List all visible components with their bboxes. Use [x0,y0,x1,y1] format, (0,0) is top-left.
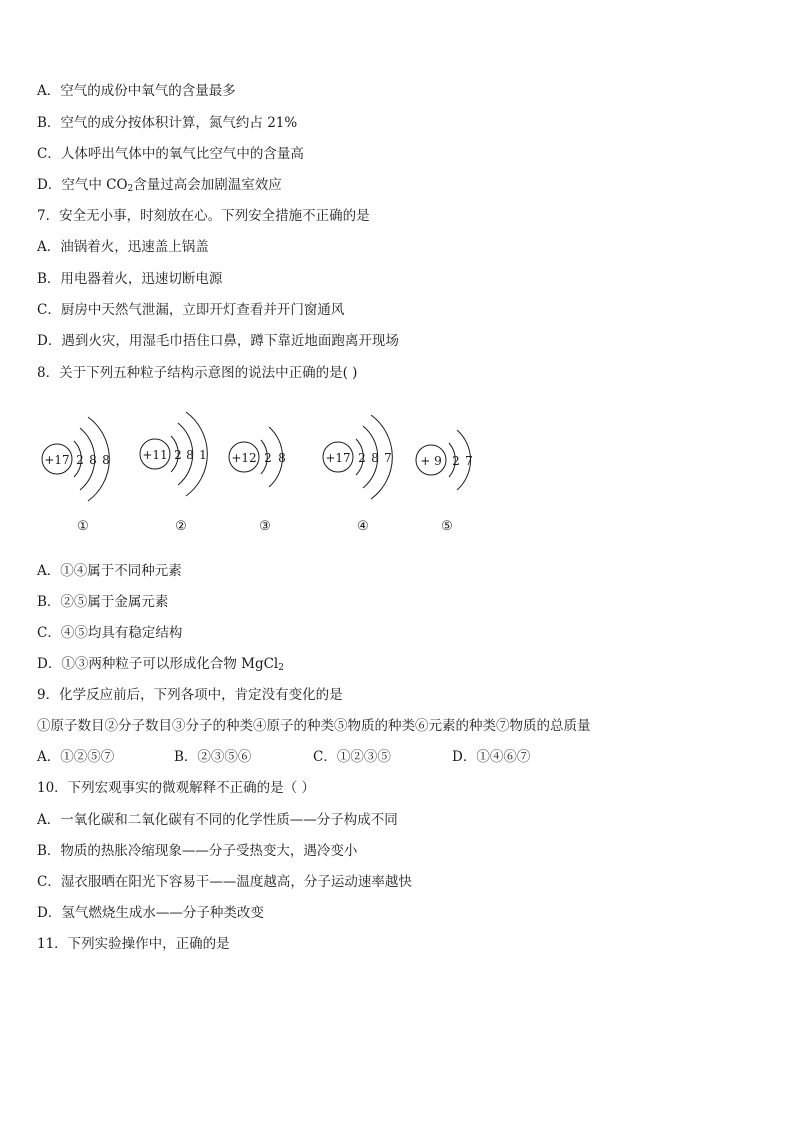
q10-option-b: B．物质的热胀冷缩现象——分子受热变大，遇冷变小 [37,843,358,859]
atom-diagram-4 [323,415,392,534]
q10-option-c: C．湿衣服晒在阳光下容易干——温度越高，分子运动速率越快 [37,874,412,890]
q6-option-d-rest: 含量过高会加剧温室效应 [133,177,282,193]
atom-1-label: ① [77,519,89,534]
atom-5-label: ⑤ [441,519,453,534]
atom-3-label: ③ [259,519,271,534]
q6-option-d-subscript: 2 [127,184,134,194]
q9-option-a: A．①②⑤⑦ [37,749,115,765]
atom-4-shell-1: 2 [358,451,366,465]
atom-2-nucleus: +11 [142,448,168,462]
q10-stem: 10．下列宏观事实的微观解释不正确的是（ ） [37,780,315,796]
q8-option-c: C．④⑤均具有稳定结构 [37,625,183,641]
atom-5-nucleus: + 9 [420,454,442,468]
q9-option-c: C．①②③⑤ [313,749,391,765]
atom-4-shell-2: 8 [371,451,379,465]
atom-diagram-3 [229,427,286,534]
atom-4-nucleus: +17 [325,451,351,465]
q10-option-d: D．氢气燃烧生成水——分子种类改变 [37,905,264,921]
q6-option-b: B．空气的成分按体积计算，氮气约占 21% [37,115,298,131]
q10-option-a: A．一氧化碳和二氧化碳有不同的化学性质——分子构成不同 [37,812,398,828]
atom-4-label: ④ [357,519,369,534]
q7-option-a: A．油锅着火，迅速盖上锅盖 [37,239,209,255]
q8-option-d-text: D．①③两种粒子可以形成化合物 MgCl [37,656,279,672]
atom-2-shell-2: 8 [186,448,194,462]
q9-items: ①原子数目②分子数目③分子的种类④原子的种类⑤物质的种类⑥元素的种类⑦物质的总质量 [37,718,591,734]
q7-stem: 7．安全无小事，时刻放在心。下列安全措施不正确的是 [37,208,370,224]
q8-option-b: B．②⑤属于金属元素 [37,594,169,610]
q8-option-a: A．①④属于不同种元素 [37,563,182,579]
atom-1-shell-1: 2 [76,453,84,467]
atom-5-shell-1: 2 [452,454,460,468]
q9-option-b: B．②③⑤⑥ [174,749,252,765]
atom-1-shell-2: 8 [89,453,97,467]
q9-option-d: D．①④⑥⑦ [452,749,531,765]
atom-1-shell-3: 8 [102,453,110,467]
atom-structure-diagrams [0,395,794,545]
q6-option-d [37,176,282,194]
atom-diagram-2 [140,412,207,534]
q7-option-d: D．遇到火灾，用湿毛巾捂住口鼻，蹲下靠近地面跑离开现场 [37,333,399,349]
atom-4-shell-3: 7 [384,451,392,465]
atom-2-label: ② [175,519,187,534]
atom-1-nucleus: +17 [44,453,70,467]
q7-option-b: B．用电器着火，迅速切断电源 [37,271,223,287]
q9-stem: 9．化学反应前后，下列各项中，肯定没有变化的是 [37,687,343,703]
q8-option-d-subscript: 2 [278,663,284,673]
atom-3-shell-1: 2 [264,451,272,465]
q7-option-c: C．厨房中天然气泄漏，立即开灯查看并开门窗通风 [37,302,345,318]
q8-option-d [37,655,284,673]
q6-option-d-text: D．空气中 CO [37,177,128,193]
atom-2-shell-1: 2 [174,448,182,462]
atom-3-shell-2: 8 [278,451,286,465]
q6-option-a: A．空气的成份中氧气的含量最多 [37,83,236,99]
atom-5-shell-2: 7 [465,454,473,468]
atom-3-nucleus: +12 [231,451,257,465]
atom-diagram-5 [416,430,473,534]
q6-option-c: C．人体呼出气体中的氧气比空气中的含量高 [37,146,304,162]
q11-stem: 11．下列实验操作中，正确的是 [37,936,230,952]
atom-diagram-1 [42,417,110,534]
atom-2-shell-3: 1 [199,448,207,462]
q8-stem: 8．关于下列五种粒子结构示意图的说法中正确的是( ) [37,365,358,381]
